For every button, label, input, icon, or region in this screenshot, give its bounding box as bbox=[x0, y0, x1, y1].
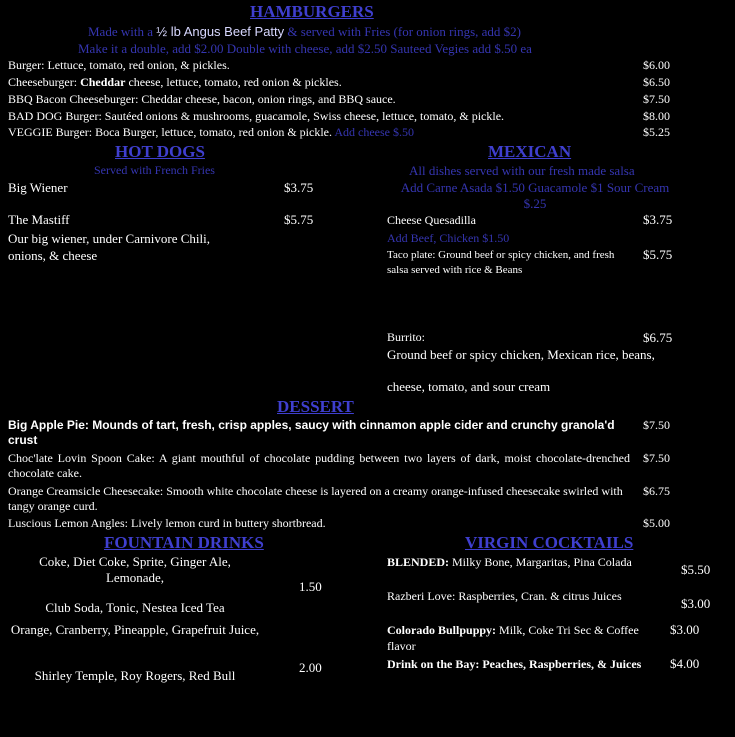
menu-item-bad-dog: BAD DOG Burger: Sautéed onions & mushrooms, guacamole, Swiss cheese, lettuce, tomato, & pickle. bbox=[8, 109, 505, 123]
hotdogs-sub: Served with French Fries bbox=[94, 163, 215, 177]
fountain-price-1: 1.50 bbox=[299, 579, 322, 594]
cocktails-heading: VIRGIN COCKTAILS bbox=[465, 533, 634, 552]
price-veggie: $5.25 bbox=[643, 125, 670, 139]
mexican-heading: MEXICAN bbox=[488, 142, 572, 161]
menu-item-burrito: Burrito: bbox=[387, 330, 425, 344]
price-drink-on-the-bay: $4.00 bbox=[670, 656, 700, 671]
mexican-sub-2: Add Carne Asada $1.50 Guacamole $1 Sour Cream $.25 bbox=[400, 180, 670, 211]
price-razberi-love: $3.00 bbox=[681, 596, 711, 611]
burrito-desc-1: Ground beef or spicy chicken, Mexican rice, beans, bbox=[387, 347, 655, 362]
mexican-sub-1: All dishes served with our fresh made salsa bbox=[409, 163, 635, 178]
dessert-spoon-cake: Choc'late Lovin Spoon Cake: A giant mouthful of chocolate pudding between two layers of dark, moist chocolate-drenched chocolate cake. bbox=[8, 451, 630, 480]
price-cheeseburger: $6.50 bbox=[643, 75, 670, 89]
menu-item-veggie: VEGGIE Burger: Boca Burger, lettuce, tomato, red onion & pickle. Add cheese $.50 bbox=[8, 125, 414, 139]
hamburgers-info-2: Make it a double, add $2.00 Double with cheese, add $2.50 Sauteed Vegies add $.50 ea bbox=[78, 41, 532, 56]
menu-item-mastiff: The Mastiff bbox=[8, 212, 70, 227]
price-burger: $6.00 bbox=[643, 58, 670, 72]
fountain-price-2: 2.00 bbox=[299, 660, 322, 675]
dessert-heading: DESSERT bbox=[277, 397, 354, 416]
dessert-lemon-angles: Luscious Lemon Angles: Lively lemon curd in buttery shortbread. bbox=[8, 516, 326, 530]
mastiff-desc: Our big wiener, under Carnivore Chili, onions, & cheese bbox=[8, 231, 211, 263]
fountain-group-1-line-1: Coke, Diet Coke, Sprite, Ginger Ale, Lemonade, bbox=[39, 554, 231, 585]
price-bad-dog: $8.00 bbox=[643, 109, 670, 123]
price-mastiff: $5.75 bbox=[284, 212, 314, 227]
hamburgers-heading: HAMBURGERS bbox=[250, 2, 374, 21]
price-big-wiener: $3.75 bbox=[284, 180, 314, 195]
price-spoon-cake: $7.50 bbox=[643, 451, 670, 465]
price-taco-plate: $5.75 bbox=[643, 247, 673, 262]
burrito-desc-2: cheese, tomato, and sour cream bbox=[387, 379, 551, 394]
fountain-group-1-line-2: Club Soda, Tonic, Nestea Iced Tea bbox=[45, 600, 225, 615]
menu-item-burger: Burger: Lettuce, tomato, red onion, & pickles. bbox=[8, 58, 230, 72]
menu-item-bbq-bacon: BBQ Bacon Cheeseburger: Cheddar cheese, bacon, onion rings, and BBQ sauce. bbox=[8, 92, 396, 106]
menu-item-big-wiener: Big Wiener bbox=[8, 180, 68, 195]
cocktail-blended: BLENDED: Milky Bone, Margaritas, Pina Colada bbox=[387, 555, 632, 569]
cocktail-drink-on-the-bay: Drink on the Bay: Peaches, Raspberries, & Juices bbox=[387, 657, 642, 671]
dessert-big-apple-pie: Big Apple Pie: Mounds of tart, fresh, crisp apples, saucy with cinnamon apple cider and crunchy granola'd crust bbox=[8, 418, 615, 447]
price-lemon-angles: $5.00 bbox=[643, 516, 670, 530]
dessert-cheesecake: Orange Creamsicle Cheesecake: Smooth white chocolate cheese is layered on a creamy orange-infused cheesecake swirled with tangy orange curd. bbox=[8, 484, 623, 513]
price-cheesecake: $6.75 bbox=[643, 484, 670, 498]
price-bbq-bacon: $7.50 bbox=[643, 92, 670, 106]
cocktail-razberi-love: Razberi Love: Raspberries, Cran. & citrus Juices bbox=[387, 589, 622, 603]
fountain-heading: FOUNTAIN DRINKS bbox=[104, 533, 264, 552]
hamburgers-info-1: Made with a ½ lb Angus Beef Patty & served with Fries (for onion rings, add $2) bbox=[88, 24, 522, 39]
fountain-group-1-line-3: Orange, Cranberry, Pineapple, Grapefruit Juice, bbox=[10, 622, 260, 637]
cocktail-colorado-bullpuppy: Colorado Bullpuppy: Milk, Coke Tri Sec & Coffee flavor bbox=[387, 623, 639, 653]
price-quesadilla: $3.75 bbox=[643, 212, 673, 227]
menu-item-taco-plate: Taco plate: Ground beef or spicy chicken, and fresh salsa served with rice & Beans bbox=[387, 249, 615, 276]
price-big-apple-pie: $7.50 bbox=[643, 418, 670, 432]
quesadilla-addon: Add Beef, Chicken $1.50 bbox=[387, 231, 510, 245]
fountain-group-2: Shirley Temple, Roy Rogers, Red Bull bbox=[34, 668, 236, 683]
price-colorado-bullpuppy: $3.00 bbox=[670, 622, 700, 637]
hotdogs-heading: HOT DOGS bbox=[115, 142, 205, 161]
price-burrito: $6.75 bbox=[643, 330, 673, 345]
menu-item-quesadilla: Cheese Quesadilla bbox=[387, 213, 476, 227]
price-blended: $5.50 bbox=[681, 562, 711, 577]
menu-item-cheeseburger: Cheeseburger: Cheddar cheese, lettuce, tomato, red onion & pickles. bbox=[8, 75, 342, 89]
